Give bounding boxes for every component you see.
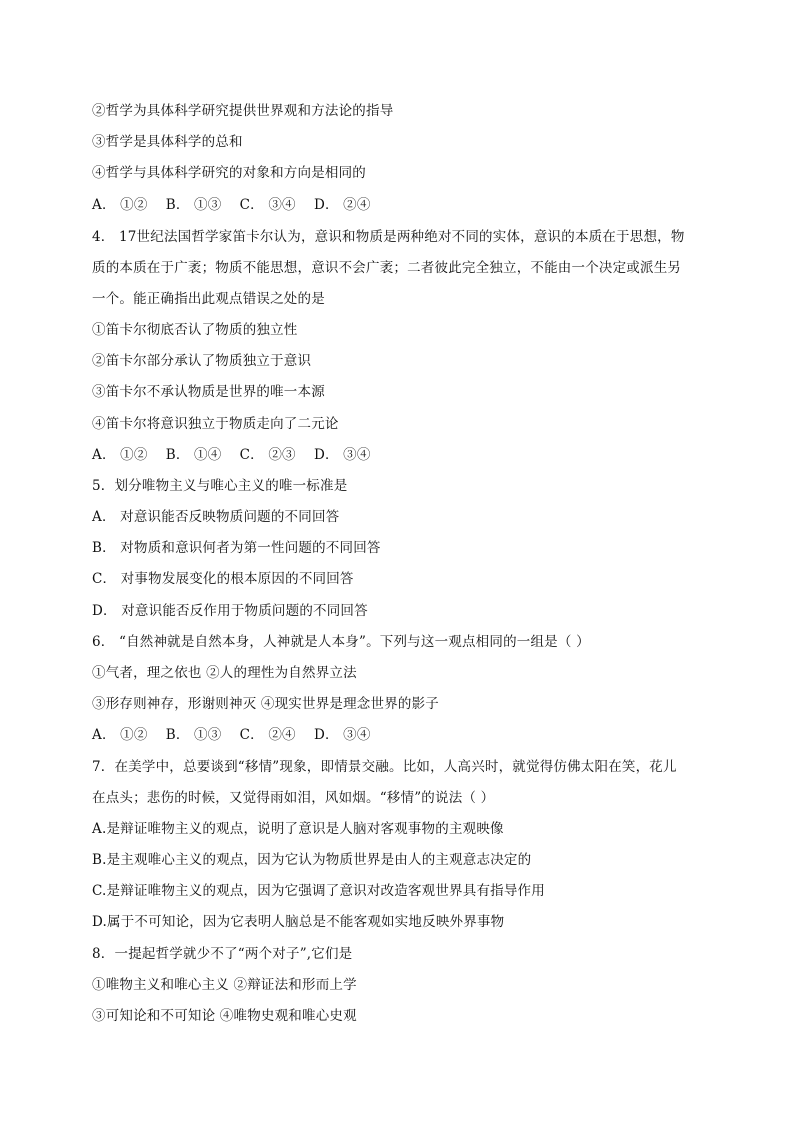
q5-choice-a: A． 对意识能否反映物质问题的不同回答 [92,509,340,525]
q4-option-4: ④笛卡尔将意识独立于物质走向了二元论 [92,416,339,432]
q4-stem-line-2: 质的本质在于广袤；物质不能思想，意识不会广袤；二者彼此完全独立，不能由一个决定或派生另 [92,260,682,276]
q4-stem-line-1: 4． 17世纪法国哲学家笛卡尔认为，意识和物质是两种绝对不同的实体，意识的本质在于思想，物 [92,229,685,245]
q5-choice-c: C． 对事物发展变化的根本原因的不同回答 [92,571,354,587]
q4-option-2: ②笛卡尔部分承认了物质独立于意识 [92,353,312,369]
q4-option-1: ①笛卡尔彻底否认了物质的独立性 [92,322,298,338]
q3-option-4: ④哲学与具体科学研究的对象和方向是相同的 [92,165,366,181]
q3-option-3: ③哲学是具体科学的总和 [92,134,243,150]
q7-stem-line-1: 7．在美学中，总要谈到“移情”现象，即情景交融。比如，人高兴时，就觉得仿佛太阳在笑，花儿 [92,759,677,775]
q8-stem: 8．一提起哲学就少不了“两个对子”,它们是 [92,946,353,962]
q5-stem: 5．划分唯物主义与唯心主义的唯一标准是 [92,478,348,494]
q3-option-2: ②哲学为具体科学研究提供世界观和方法论的指导 [92,103,394,119]
q5-choice-d: D． 对意识能否反作用于物质问题的不同回答 [92,603,368,619]
q7-choice-b: B.是主观唯心主义的观点，因为它认为物质世界是由人的主观意志决定的 [92,852,532,868]
q6-options-row-2: ③形存则神存，形谢则神灭 ④现实世界是理念世界的影子 [92,696,439,712]
q3-answer-choices: A． ①② B． ①③ C． ③④ D． ②④ [92,197,371,213]
q7-choice-c: C.是辩证唯物主义的观点，因为它强调了意识对改造客观世界具有指导作用 [92,883,545,899]
q5-choice-b: B． 对物质和意识何者为第一性问题的不同回答 [92,540,381,556]
q4-stem-line-3: 一个。能正确指出此观点错误之处的是 [92,291,325,307]
q7-choice-a: A.是辩证唯物主义的观点，说明了意识是人脑对客观事物的主观映像 [92,821,504,837]
q7-choice-d: D.属于不可知论，因为它表明人脑总是不能客观如实地反映外界事物 [92,914,505,930]
q8-options-row-2: ③可知论和不可知论 ④唯物史观和唯心史观 [92,1008,357,1024]
q4-option-3: ③笛卡尔不承认物质是世界的唯一本源 [92,384,325,400]
q8-options-row-1: ①唯物主义和唯心主义 ②辩证法和形而上学 [92,977,357,993]
q4-answer-choices: A． ①② B． ①④ C． ②③ D． ③④ [92,447,371,463]
q6-stem: 6． “自然神就是自然本身，人神就是人本身”。下列与这一观点相同的一组是（ ） [92,634,590,650]
q6-options-row-1: ①气者，理之依也 ②人的理性为自然界立法 [92,665,357,681]
q6-answer-choices: A． ①② B． ①③ C． ②④ D． ③④ [92,727,371,743]
q7-stem-line-2: 在点头；悲伤的时候，又觉得雨如泪，风如烟。“移情”的说法（ ） [92,790,495,806]
